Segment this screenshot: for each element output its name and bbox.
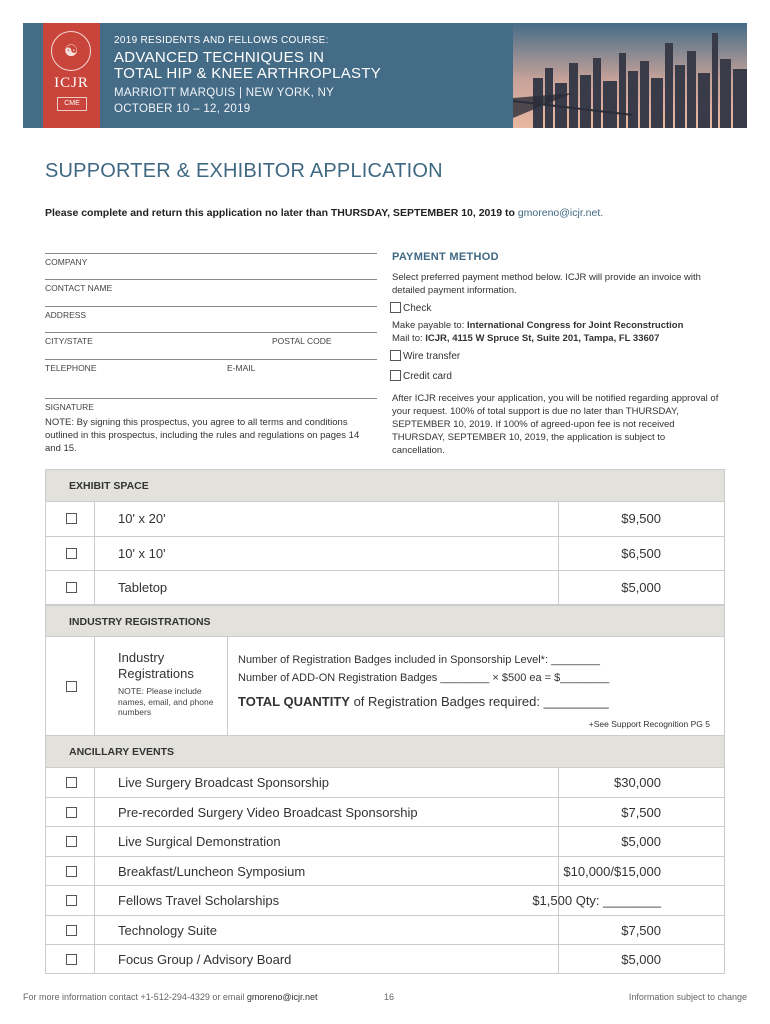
industry-checkbox[interactable]: [66, 681, 77, 692]
signing-note: NOTE: By signing this prospectus, you agree to all terms and conditions outlined in this prospectus, including the rules and regulations on pages 14 and 15.: [45, 417, 360, 454]
ancillary-item-label: Live Surgical Demonstration: [118, 834, 281, 849]
logo-text: ICJR: [54, 75, 89, 91]
ancillary-item-price: $7,500: [621, 922, 661, 938]
ancillary-item-checkbox[interactable]: [66, 866, 77, 877]
ancillary-item-price: $7,500: [621, 804, 661, 820]
address-label: ADDRESS: [45, 310, 87, 320]
exhibit-item-checkbox[interactable]: [66, 548, 77, 559]
course-title-1: ADVANCED TECHNIQUES IN: [114, 49, 325, 66]
course-line: 2019 RESIDENTS AND FELLOWS COURSE:: [114, 35, 329, 46]
venue: MARRIOTT MARQUIS | NEW YORK, NY: [114, 87, 335, 99]
banner-text: [114, 35, 381, 117]
ancillary-item-row: [45, 856, 725, 886]
exhibit-heading: EXHIBIT SPACE: [45, 469, 725, 501]
intro-email-link[interactable]: gmoreno@icjr.net.: [517, 207, 604, 219]
signature-field[interactable]: [45, 398, 377, 412]
industry-heading: INDUSTRY REGISTRATIONS: [45, 605, 725, 637]
postal-code-label: POSTAL CODE: [272, 336, 332, 346]
exhibit-item-price: $6,500: [621, 545, 661, 561]
page-number: 16: [384, 992, 395, 1002]
mail-value: ICJR, 4115 W Spruce St, Suite 201, Tampa, FL 33607: [425, 333, 660, 344]
ancillary-item-label: Live Surgery Broadcast Sponsorship: [118, 775, 330, 790]
ancillary-item-label: Focus Group / Advisory Board: [118, 952, 292, 967]
industry-label: [118, 650, 194, 682]
ancillary-item-checkbox[interactable]: [66, 954, 77, 965]
figure-emblem-icon: ☯: [51, 31, 91, 71]
ancillary-item-price: $1,500 Qty: ________: [532, 893, 661, 908]
check-checkbox[interactable]: [390, 302, 401, 313]
city-state-label: CITY/STATE: [45, 336, 93, 346]
ancillary-item-row: [45, 915, 725, 945]
contact-name-field[interactable]: [45, 279, 377, 293]
payable-value: International Congress for Joint Reconstruction: [467, 320, 684, 331]
company-label: COMPANY: [45, 257, 88, 267]
industry-registration-row: [45, 636, 725, 735]
payment-instructions: Select preferred payment method below. ICJR will provide an invoice with detailed payment information.: [392, 272, 701, 296]
footer-email-link[interactable]: gmoreno@icjr.net: [246, 992, 318, 1002]
city-state-field[interactable]: [45, 332, 377, 346]
exhibit-item-price: $5,000: [621, 580, 661, 595]
total-quantity-bold: TOTAL QUANTITY: [238, 694, 350, 709]
ancillary-item-row: [45, 797, 725, 827]
exhibit-item-label: Tabletop: [118, 580, 168, 595]
intro-body: Please complete and return this application no later than THURSDAY, SEPTEMBER 10, 2019 to: [45, 207, 518, 219]
exhibit-item-row: [45, 501, 725, 536]
total-quantity-rest: of Registration Badges required: _________: [349, 694, 609, 709]
ancillary-item-row: [45, 826, 725, 856]
ancillary-item-label: Pre-recorded Surgery Video Broadcast Sponsorship: [118, 804, 418, 820]
exhibit-item-price: $9,500: [621, 511, 661, 526]
exhibit-item-checkbox[interactable]: [66, 582, 77, 593]
exhibit-item-row: [45, 536, 725, 571]
credit-checkbox[interactable]: [390, 370, 401, 381]
exhibit-item-row: [45, 570, 725, 605]
course-title-2: TOTAL HIP & KNEE ARTHROPLASTY: [114, 65, 382, 82]
cme-badge: CME: [57, 97, 87, 111]
payable-line: [392, 319, 722, 332]
wire-label: Wire transfer: [403, 351, 461, 362]
signature-label: SIGNATURE: [45, 402, 94, 412]
ancillary-item-label: Fellows Travel Scholarships: [118, 893, 280, 908]
mail-label: Mail to:: [392, 333, 426, 344]
company-field[interactable]: [45, 253, 377, 267]
industry-note: NOTE: Please include names, email, and phone numbers: [118, 686, 214, 717]
ancillary-item-price: $10,000/$15,000: [563, 863, 661, 879]
credit-label: Credit card: [403, 371, 452, 382]
industry-label-1: Industry: [118, 650, 165, 665]
ancillary-item-checkbox[interactable]: [66, 925, 77, 936]
credit-option[interactable]: [390, 370, 452, 382]
ancillary-item-label: Breakfast/Luncheon Symposium: [118, 863, 306, 879]
ancillary-item-row: [45, 885, 725, 915]
ancillary-item-checkbox[interactable]: [66, 807, 77, 818]
check-label: Check: [403, 303, 432, 314]
ancillary-item-row: [45, 767, 725, 797]
exhibit-item-label: 10' x 10': [118, 545, 166, 561]
city-skyline-image: [513, 23, 747, 128]
support-recognition-note: +See Support Recognition PG 5: [588, 719, 710, 729]
ancillary-item-checkbox[interactable]: [66, 777, 77, 788]
payable-label: Make payable to:: [392, 320, 467, 331]
check-option[interactable]: [390, 302, 431, 314]
footer-contact: [23, 992, 318, 1002]
address-field[interactable]: [45, 306, 377, 320]
ancillary-item-checkbox[interactable]: [66, 836, 77, 847]
exhibit-item-label: 10' x 20': [118, 511, 166, 526]
email-label: E-MAIL: [227, 363, 256, 373]
addon-badges-line[interactable]: Number of ADD-ON Registration Badges ________ × $500 ea = $________: [238, 672, 610, 684]
payment-heading: PAYMENT METHOD: [392, 251, 499, 263]
ancillary-item-label: Technology Suite: [118, 922, 218, 938]
page-title: SUPPORTER & EXHIBITOR APPLICATION: [45, 160, 443, 182]
total-quantity-line[interactable]: [238, 694, 609, 709]
intro-text: [45, 207, 603, 219]
payment-terms: After ICJR receives your application, you will be notified regarding approval of your request. 100% of total support is due no later than THURSDAY, SEPTEMBER 10, 2019. If 100% of agreed-upon fee is not received THURSDAY, SEPTEMBER 10, 2019, the application is subject to cancellation.: [392, 393, 719, 456]
ancillary-item-price: $30,000: [614, 775, 661, 790]
icjr-logo: [43, 23, 100, 128]
badges-included-line[interactable]: Number of Registration Badges included in Sponsorship Level*: ________: [238, 654, 601, 666]
telephone-label: TELEPHONE: [45, 363, 97, 373]
telephone-field[interactable]: [45, 359, 377, 373]
ancillary-heading: ANCILLARY EVENTS: [45, 735, 725, 767]
contact-name-label: CONTACT NAME: [45, 283, 113, 293]
ancillary-item-row: [45, 944, 725, 974]
wire-option[interactable]: [390, 350, 460, 362]
ancillary-item-price: $5,000: [621, 834, 661, 849]
dates: OCTOBER 10 – 12, 2019: [114, 103, 251, 115]
header-banner: [23, 23, 747, 128]
footer-contact-text: For more information contact +1-512-294-4329 or email: [23, 992, 247, 1002]
ancillary-item-price: $5,000: [621, 952, 661, 967]
footer-disclaimer: Information subject to change: [628, 992, 747, 1002]
exhibit-item-checkbox[interactable]: [66, 513, 77, 524]
wire-checkbox[interactable]: [390, 350, 401, 361]
industry-label-2: Registrations: [118, 666, 194, 681]
mail-line: [392, 332, 722, 345]
ancillary-item-checkbox[interactable]: [66, 895, 77, 906]
